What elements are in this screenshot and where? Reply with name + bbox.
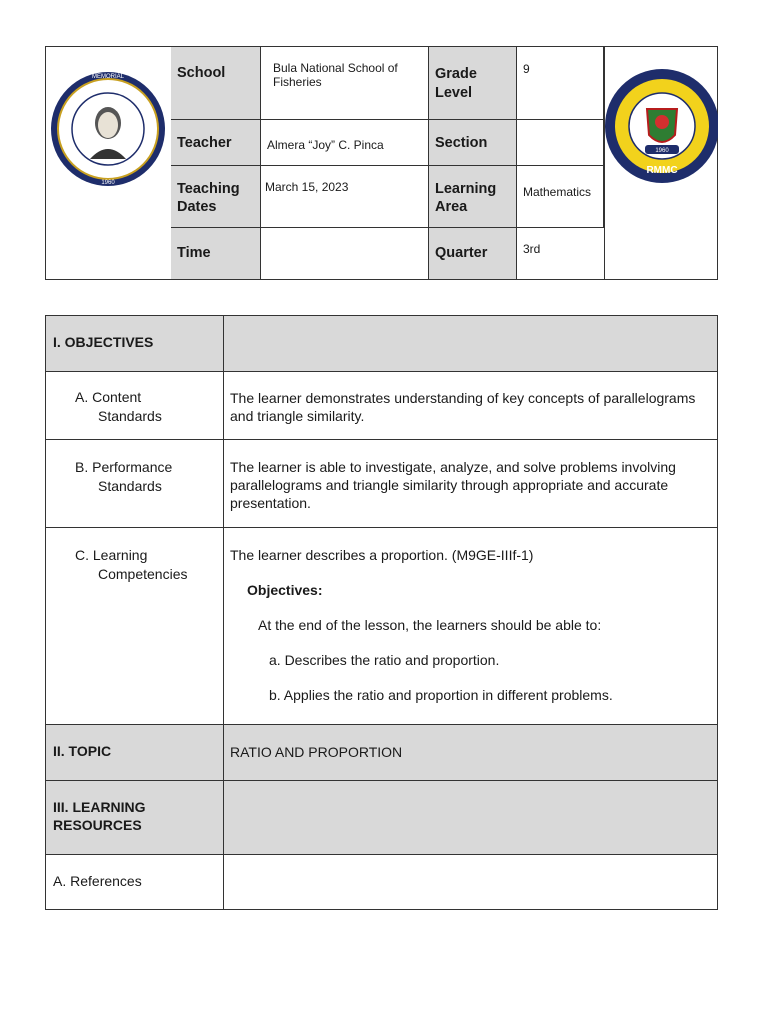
time-value xyxy=(261,228,429,279)
performance-standards-row xyxy=(46,440,717,528)
content-standards-row xyxy=(46,372,717,440)
school-label: School xyxy=(171,47,261,120)
learning-resources-heading: III. LEARNING RESOURCES xyxy=(46,781,224,854)
topic-row xyxy=(46,725,717,781)
performance-standards-text: The learner is able to investigate, analyze, and solve problems involving parallelograms and triangle similarity through appropriate and accurate presentation. xyxy=(230,459,676,511)
teaching-dates-value: March 15, 2023 xyxy=(261,166,429,228)
grade-level-label: Grade Level xyxy=(429,47,517,120)
references-label: A. References xyxy=(46,855,224,909)
teacher-label: Teacher xyxy=(171,120,261,166)
learning-competencies-content xyxy=(224,528,717,724)
time-label: Time xyxy=(171,228,261,279)
header-table xyxy=(45,46,718,280)
svg-text:1960: 1960 xyxy=(101,180,115,186)
topic-value: RATIO AND PROPORTION xyxy=(224,725,717,780)
learning-competencies-label: C. Learning Competencies xyxy=(46,528,224,724)
grade-level-value: 9 xyxy=(517,47,604,120)
teaching-dates-label: Teaching Dates xyxy=(171,166,261,228)
objective-item: a. Describes the ratio and proportion. xyxy=(269,652,500,668)
competency-text: The learner describes a proportion. (M9GE-IIIf-1) xyxy=(230,547,534,563)
program-seal-right xyxy=(604,47,718,279)
school-value: Bula National School of Fisheries xyxy=(261,47,429,120)
learning-area-value: Mathematics xyxy=(517,166,604,228)
objectives-header-row xyxy=(46,316,717,372)
content-standards-label: A. Content Standards xyxy=(46,372,224,439)
learning-resources-row xyxy=(46,781,717,855)
objectives-intro: At the end of the lesson, the learners should be able to: xyxy=(258,617,602,633)
quarter-label: Quarter xyxy=(429,228,517,279)
lesson-plan-table xyxy=(45,315,718,910)
section-label: Section xyxy=(429,120,517,166)
svg-text:1960: 1960 xyxy=(655,148,669,154)
teacher-value: Almera “Joy” C. Pinca xyxy=(261,120,429,166)
topic-heading: II. TOPIC xyxy=(46,725,224,780)
svg-text:RMMC: RMMC xyxy=(646,165,678,176)
section-value xyxy=(517,120,604,166)
svg-text:MEMORIAL: MEMORIAL xyxy=(91,74,125,80)
content-standards-text: The learner demonstrates understanding of key concepts of parallelograms and triangle similarity. xyxy=(230,390,696,424)
school-seal-left xyxy=(46,47,172,279)
learning-competencies-row xyxy=(46,528,717,725)
learning-area-label: Learning Area xyxy=(429,166,517,228)
references-row xyxy=(46,855,717,909)
quarter-value: 3rd xyxy=(517,228,604,279)
objective-item: b. Applies the ratio and proportion in different problems. xyxy=(269,687,613,703)
objectives-title: Objectives: xyxy=(247,582,323,598)
performance-standards-label: B. Performance Standards xyxy=(46,440,224,527)
objectives-heading: I. OBJECTIVES xyxy=(46,316,224,371)
